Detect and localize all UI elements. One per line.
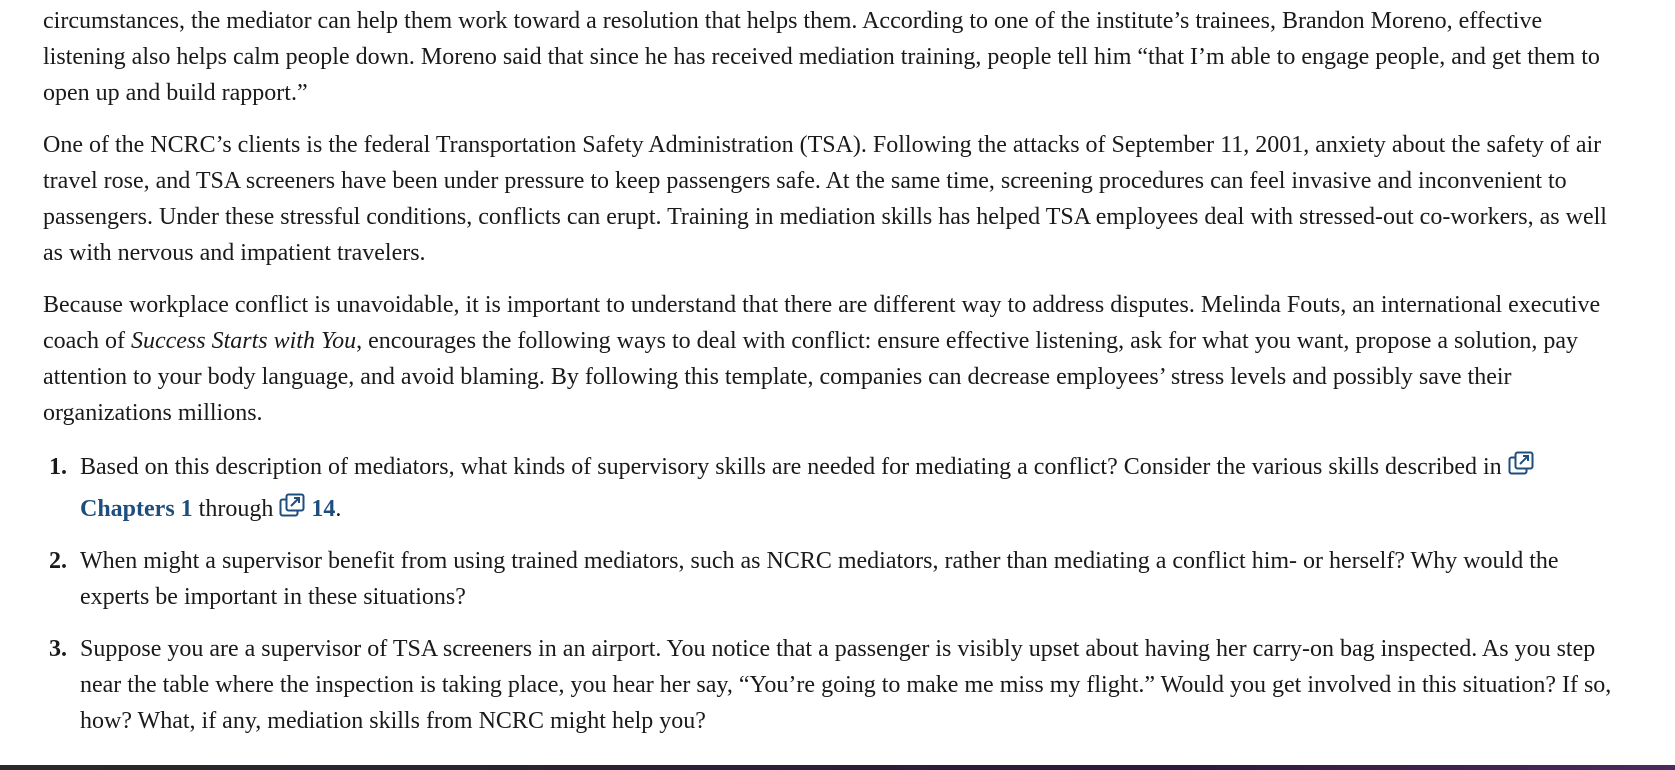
paragraph-workplace-conflict	[43, 287, 1623, 431]
paragraph-tsa-client: One of the NCRC’s clients is the federal Transportation Safety Administration (TSA). Following the attacks of September 11, 2001, anxiety about the safety of air travel rose, and TSA screeners have been under pressure to keep passengers safe. At the same time, screening procedures can feel invasive and inconvenient to passengers. Under these stressful conditions, conflicts can erupt. Training in mediation skills has helped TSA employees deal with stressed-out co-workers, as well as with nervous and impatient travelers.	[43, 132, 1607, 266]
paragraph-mediation-trainee: circumstances, the mediator can help them work toward a resolution that helps them. According to one of the institute’s trainees, Brandon Moreno, effective listening also helps calm people down. Moreno said that since he has received mediation training, people tell him “that I’m able to engage people, and get them to open up and build rapport.”	[43, 8, 1600, 106]
paragraph-text-before-italic: Because workplace conflict is unavoidable, it is important to understand that there are different way to address disputes. Melinda Fouts, an international executive coach of	[43, 292, 1601, 354]
question-text: Based on this description of mediators, what kinds of supervisory skills are needed for mediating a conflict? Consider the various skills described in	[80, 454, 1508, 480]
discussion-questions	[43, 447, 1623, 739]
paragraph-text-after-italic: , encourages the following ways to deal with conflict: ensure effective listening, ask for what you want, propose a solution, pay attention to your body language, and avoid blaming. By following this template, companies can decrease employees’ stress levels and possibly save their organizations millions.	[43, 328, 1578, 426]
question-number: 3.	[49, 636, 67, 662]
question-number: 1.	[49, 454, 67, 480]
book-title: Success Starts with You	[130, 328, 357, 354]
chapters-1-link-label: Chapters 1	[80, 496, 193, 522]
question-item	[43, 447, 1623, 531]
question-text: Suppose you are a supervisor of TSA screeners in an airport. You notice that a passenger is visibly upset about having her carry-on bag inspected. As you step near the table where the inspection is taking place, you hear her say, “You’re going to make me miss my flight.” Would you get involved in this situation? If so, how? What, if any, mediation skills from NCRC might help you?	[80, 636, 1612, 734]
question-text-end: .	[335, 496, 342, 522]
main-content	[43, 3, 1623, 755]
bottom-edge-bar	[0, 765, 1675, 770]
question-item	[43, 631, 1623, 739]
chapter-14-link[interactable]	[279, 496, 335, 522]
question-text: When might a supervisor benefit from using trained mediators, such as NCRC mediators, rather than mediating a conflict him- or herself? Why would the experts be important in these situations?	[80, 548, 1559, 610]
chapter-14-link-label: 14	[311, 496, 336, 522]
question-item	[43, 543, 1623, 615]
question-number: 2.	[49, 548, 67, 574]
question-text-middle: through	[192, 496, 280, 522]
external-link-icon	[1508, 449, 1535, 489]
external-link-icon	[279, 491, 306, 531]
